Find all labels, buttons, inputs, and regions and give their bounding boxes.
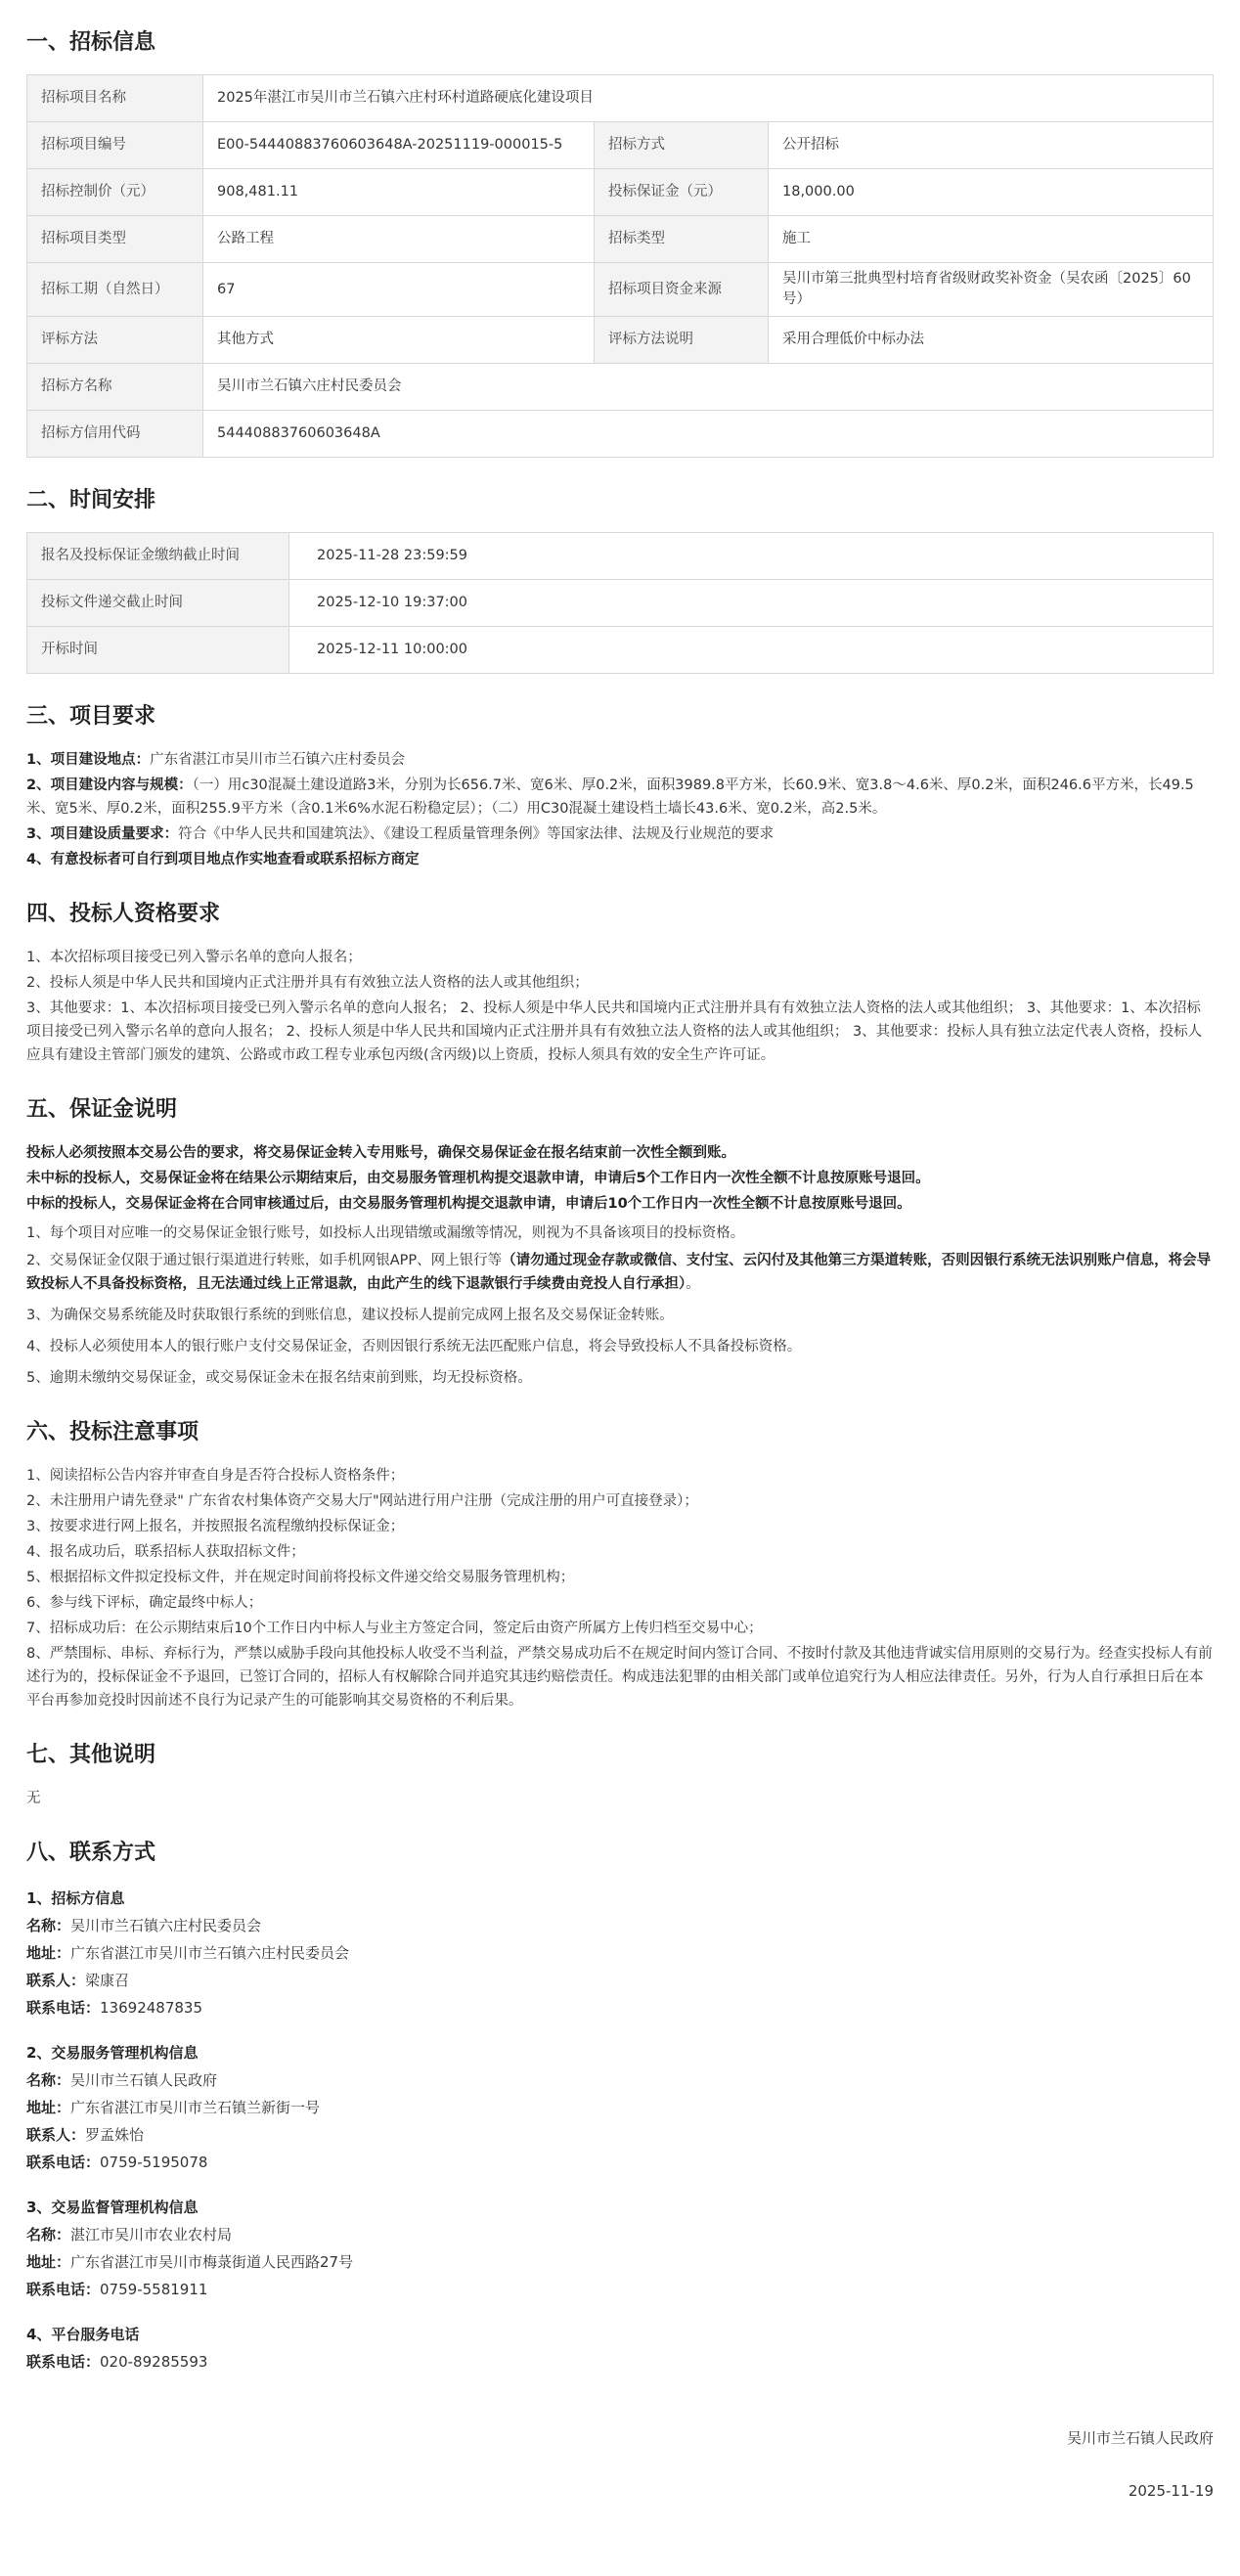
qualification-item: 1、本次招标项目接受已列入警示名单的意向人报名； xyxy=(26,950,362,966)
table-row xyxy=(27,533,1214,580)
project-name-label: 招标项目名称 xyxy=(27,75,203,122)
deposit-bold-notes xyxy=(26,1141,1214,1216)
signup-deadline-value: 2025-11-28 23:59:59 xyxy=(289,533,1214,580)
section-title: 七、其他说明 xyxy=(26,1743,156,1768)
contact-group-supervision xyxy=(26,2194,1214,2303)
table-row xyxy=(27,317,1214,364)
deposit-bold-note: 未中标的投标人，交易保证金将在结果公示期结束后，由交易服务管理机构提交退款申请，申请后5个工作日内一次性全额不计息按原账号退回。 xyxy=(26,1171,930,1187)
contact-address: 地址：广东省湛江市吴川市兰石镇兰新街一号 xyxy=(26,2099,321,2117)
method-label: 招标方式 xyxy=(595,122,769,169)
submit-deadline-value: 2025-12-10 19:37:00 xyxy=(289,580,1214,627)
deposit-note: 4、投标人必须使用本人的银行账户支付交易保证金，否则因银行系统无法匹配账户信息，将会导致投标人不具备投标资格。 xyxy=(26,1339,802,1355)
bid-info-table xyxy=(26,74,1214,458)
deposit-bold-note: 投标人必须按照本交易公告的要求，将交易保证金转入专用账号，确保交易保证金在报名结束前一次性全额到账。 xyxy=(26,1145,735,1162)
section-title: 六、投标注意事项 xyxy=(26,1420,199,1445)
deposit-note: 3、为确保交易系统能及时获取银行系统的到账信息，建议投标人提前完成网上报名及交易保证金转账。 xyxy=(26,1308,674,1324)
section-bid-info xyxy=(26,27,1214,458)
contact-address: 地址：广东省湛江市吴川市梅菉街道人民西路27号 xyxy=(26,2253,354,2272)
notice-item: 2、未注册用户请先登录" 广东省农村集体资产交易大厅"网站进行用户注册（完成注册的用户可直接登录）； xyxy=(26,1493,698,1510)
contact-phone: 联系电话：020-89285593 xyxy=(26,2353,208,2372)
eval-desc-value: 采用合理低价中标办法 xyxy=(769,317,1214,364)
tenderer-label: 招标方名称 xyxy=(27,364,203,411)
table-row xyxy=(27,580,1214,627)
notice-item: 8、严禁围标、串标、弃标行为，严禁以威胁手段向其他投标人收受不当利益，严禁交易成功后不在规定时间内签订合同、不按时付款及其他违背诚实信用原则的交易行为。经查实投标人有前述行为的，投标保证金不予退回，已签订合同的，招标人有权解除合同并追究其违约赔偿责任。构成违法犯罪的由相关部门或单位追究行为人相应法律责任。另外，行为人自行承担日后在本平台再参加竞投时因前述不良行为记录产生的可能影响其交易资格的不利后果。 xyxy=(26,1646,1213,1710)
requirement-item: 3、项目建设质量要求：符合《中华人民共和国建筑法》、《建设工程质量管理条例》等国家法律、法规及行业规范的要求 xyxy=(26,826,775,843)
section-qualifications xyxy=(26,899,1214,1067)
bid-type-value: 施工 xyxy=(769,216,1214,263)
section-title: 一、招标信息 xyxy=(26,30,156,55)
contact-name: 名称：湛江市吴川市农业农村局 xyxy=(26,2226,233,2244)
section-title: 二、时间安排 xyxy=(26,488,156,513)
project-type-value: 公路工程 xyxy=(203,216,595,263)
qualification-item: 2、投标人须是中华人民共和国境内正式注册并具有有效独立法人资格的法人或其他组织； xyxy=(26,975,589,992)
contact-name: 名称：吴川市兰石镇六庄村民委员会 xyxy=(26,1917,262,1935)
requirement-item: 2、项目建设内容与规模：（一）用c30混凝土建设道路3米，分别为长656.7米、宽6米、厚0.2米，面积3989.8平方米，长60.9米、宽3.8～4.6米、厚0.2米，面积246.6平方米，长49.5米、宽5米、厚0.2米，面积255.9平方米（含0.1米6%水泥石粉稳定层）；（二）用C30混凝土建设档土墙长43.6米、宽0.2米，高2.5米。 xyxy=(26,777,1194,818)
table-row xyxy=(27,627,1214,674)
signup-deadline-label: 报名及投标保证金缴纳截止时间 xyxy=(27,533,289,580)
footer-date: 2025-11-19 xyxy=(1128,2482,1214,2501)
open-time-value: 2025-12-11 10:00:00 xyxy=(289,627,1214,674)
project-no-value: E00-544408837606036​48A-20251119-000015-5 xyxy=(203,122,595,169)
credit-code-value: 54440883760603648A xyxy=(203,411,1214,458)
notice-item: 4、报名成功后，联系招标人获取招标文件； xyxy=(26,1544,305,1561)
open-time-label: 开标时间 xyxy=(27,627,289,674)
tenderer-value: 吴川市兰石镇六庄村民委员会 xyxy=(203,364,1214,411)
section-schedule xyxy=(26,485,1214,674)
project-no-label: 招标项目编号 xyxy=(27,122,203,169)
eval-desc-label: 评标方法说明 xyxy=(595,317,769,364)
method-value: 公开招标 xyxy=(769,122,1214,169)
table-row xyxy=(27,263,1214,317)
notice-item: 6、参与线下评标，确定最终中标人； xyxy=(26,1595,263,1612)
schedule-table xyxy=(26,532,1214,674)
contact-group-tenderer xyxy=(26,1885,1214,2021)
contact-phone: 联系电话：0759-5581911 xyxy=(26,2281,208,2299)
requirement-item: 4、有意投标者可自行到项目地点作实地查看或联系招标方商定 xyxy=(26,852,420,868)
section-title: 五、保证金说明 xyxy=(26,1097,178,1123)
section-other xyxy=(26,1740,1214,1810)
bid-type-label: 招标类型 xyxy=(595,216,769,263)
duration-value: 67 xyxy=(203,263,595,317)
footer xyxy=(26,2426,1214,2503)
credit-code-label: 招标方信用代码 xyxy=(27,411,203,458)
section-title: 三、项目要求 xyxy=(26,704,156,730)
deposit-note: 1、每个项目对应唯一的交易保证金银行账号，如投标人出现错缴或漏缴等情况，则视为不具备该项目的投标资格。 xyxy=(26,1225,745,1242)
notice-item: 1、阅读招标公告内容并审查自身是否符合投标人资格条件； xyxy=(26,1468,405,1485)
control-price-value: 908,481.11 xyxy=(203,169,595,216)
section-notices xyxy=(26,1417,1214,1712)
fund-source-value: 吴川市第三批典型村培育省级财政奖补资金（吴农函〔2025〕60号） xyxy=(769,263,1214,317)
footer-org: 吴川市兰石镇人民政府 xyxy=(1066,2429,1214,2448)
contact-group-platform xyxy=(26,2321,1214,2376)
contact-phone: 联系电话：0759-5195078 xyxy=(26,2154,208,2172)
deposit-note: 5、逾期未缴纳交易保证金，或交易保证金未在报名结束前到账，均无投标资格。 xyxy=(26,1370,532,1387)
other-text: 无 xyxy=(26,1791,41,1807)
requirement-item: 1、项目建设地点：广东省湛江市吴川市兰石镇六庄村委员会 xyxy=(26,752,406,769)
deposit-value: 18,000.00 xyxy=(769,169,1214,216)
deposit-note: 2、交易保证金仅限于通过银行渠道进行转账，如手机网银APP、网上银行等（请勿通过现金存款或微信、支付宝、云闪付及其他第三方渠道转账，否则因银行系统无法识别账户信息，将会导致投标人不具备投标资格，且无法通过线上正常退款，由此产生的线下退款银行手续费由竞投人自行承担）。 xyxy=(26,1253,1212,1293)
table-row xyxy=(27,411,1214,458)
control-price-label: 招标控制价（元） xyxy=(27,169,203,216)
table-row xyxy=(27,216,1214,263)
deposit-bold-note: 中标的投标人，交易保证金将在合同审核通过后，由交易服务管理机构提交退款申请，申请后10个工作日内一次性全额不计息按原账号退回。 xyxy=(26,1196,911,1213)
contact-group-title: 3、交易监督管理机构信息 xyxy=(26,2198,199,2217)
section-title: 八、联系方式 xyxy=(26,1841,156,1866)
section-contacts xyxy=(26,1838,1214,2376)
contact-address: 地址：广东省湛江市吴川市兰石镇六庄村民委员会 xyxy=(26,1944,350,1963)
contact-group-service xyxy=(26,2039,1214,2176)
submit-deadline-label: 投标文件递交截止时间 xyxy=(27,580,289,627)
table-row xyxy=(27,364,1214,411)
eval-method-label: 评标方法 xyxy=(27,317,203,364)
contact-group-title: 1、招标方信息 xyxy=(26,1889,125,1908)
contact-person: 联系人：梁康召 xyxy=(26,1972,130,1990)
duration-label: 招标工期（自然日） xyxy=(27,263,203,317)
table-row xyxy=(27,75,1214,122)
contact-group-title: 2、交易服务管理机构信息 xyxy=(26,2044,199,2063)
notice-item: 7、招标成功后：在公示期结束后10个工作日内中标人与业主方签定合同，签定后由资产所属方上传归档至交易中心； xyxy=(26,1621,763,1637)
qualification-item: 3、其他要求：1、本次招标项目接受已列入警示名单的意向人报名； 2、投标人须是中华人民共和国境内正式注册并具有有效独立法人资格的法人或其他组织； 3、其他要求：1、本次招标项目接受已列入警示名单的意向人报名； 2、投标人须是中华人民共和国境内正式注册并具有有效独立法人资格的法人或其他组织； 3、其他要求：投标人具有独立法定代表人资格，投标人应具有建设主管部门颁发的建筑、公路或市政工程专业承包丙级(含丙级)以上资质，投标人须具有效的安全生产许可证。 xyxy=(26,1000,1203,1064)
notice-item: 3、按要求进行网上报名，并按照报名流程缴纳投标保证金； xyxy=(26,1519,405,1535)
section-requirements xyxy=(26,701,1214,871)
notice-item: 5、根据招标文件拟定投标文件，并在规定时间前将投标文件递交给交易服务管理机构； xyxy=(26,1570,575,1586)
project-type-label: 招标项目类型 xyxy=(27,216,203,263)
contact-person: 联系人：罗孟姝怡 xyxy=(26,2126,145,2145)
fund-source-label: 招标项目资金来源 xyxy=(595,263,769,317)
section-deposit xyxy=(26,1094,1214,1390)
table-row xyxy=(27,169,1214,216)
eval-method-value: 其他方式 xyxy=(203,317,595,364)
project-name-value: 2025年湛江市吴川市兰石镇六庄村环村道路硬底化建设项目 xyxy=(203,75,1214,122)
contact-phone: 联系电话：13692487835 xyxy=(26,1999,202,2018)
section-title: 四、投标人资格要求 xyxy=(26,902,221,927)
deposit-label: 投标保证金（元） xyxy=(595,169,769,216)
table-row xyxy=(27,122,1214,169)
contact-name: 名称：吴川市兰石镇人民政府 xyxy=(26,2071,218,2090)
contact-group-title: 4、平台服务电话 xyxy=(26,2326,140,2344)
